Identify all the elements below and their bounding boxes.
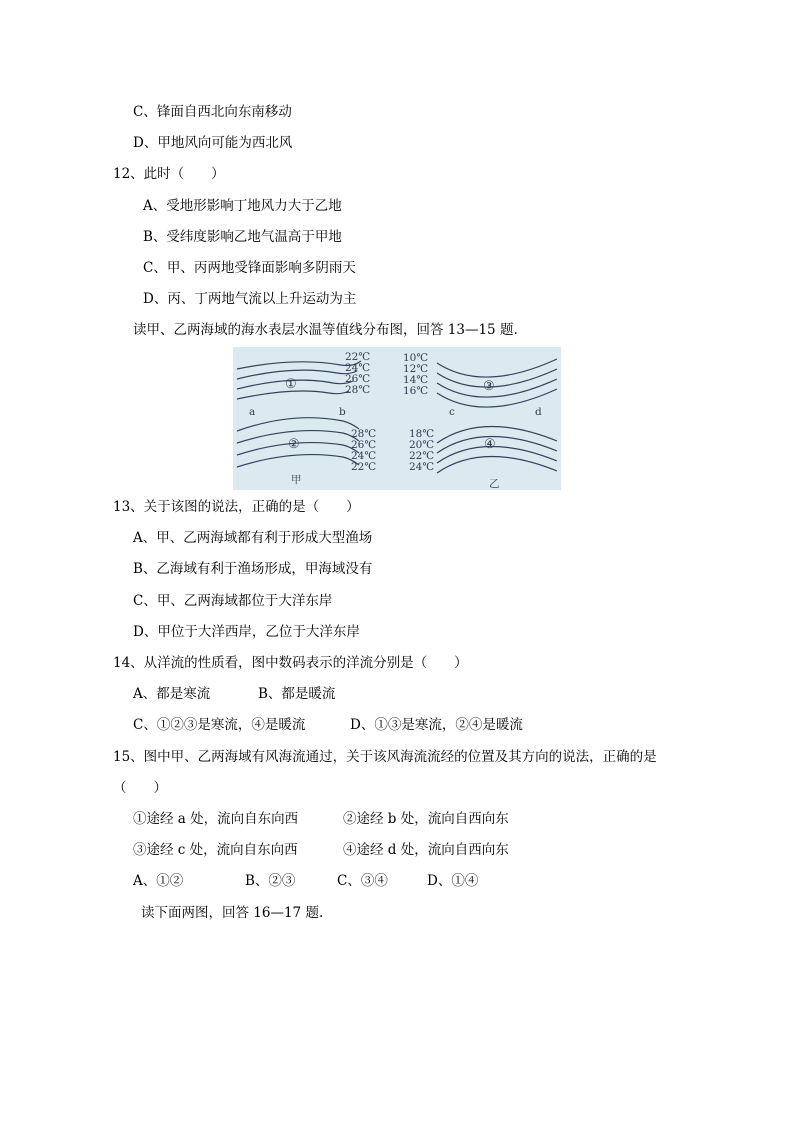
temp-label: 14℃ xyxy=(403,374,429,386)
q15-option-c: C、③④ xyxy=(337,873,388,889)
q13-option-a: A、甲、乙两海域都有利于形成大型渔场 xyxy=(133,530,373,546)
q13-option-c: C、甲、乙两海域都位于大洋东岸 xyxy=(133,593,333,609)
temp-label: 16℃ xyxy=(403,385,429,397)
intro-16-17: 读下面两图，回答 16—17 题. xyxy=(141,905,324,921)
q13-stem: 13、关于该图的说法，正确的是（ ） xyxy=(113,499,360,515)
q15-statement-3: ③途经 c 处，流向自东向西 xyxy=(133,842,298,858)
q11-option-c: C、锋面自西北向东南移动 xyxy=(133,104,292,120)
q14-option-c: C、①②③是寒流，④是暖流 xyxy=(133,717,306,733)
intro-13-15: 读甲、乙两海域的海水表层水温等值线分布图，回答 13—15 题. xyxy=(133,322,518,338)
q12-option-c: C、甲、丙两地受锋面影响多阴雨天 xyxy=(143,260,356,276)
current-marker-4: ④ xyxy=(484,437,496,452)
point-c: c xyxy=(449,406,455,418)
q12-stem: 12、此时（ ） xyxy=(113,166,225,182)
region-label-jia: 甲 xyxy=(291,474,302,486)
q13-option-b: B、乙海域有利于渔场形成，甲海域没有 xyxy=(133,561,373,577)
temp-label: 22℃ xyxy=(345,351,371,363)
isotherm-line xyxy=(237,391,349,399)
current-marker-3: ③ xyxy=(483,379,495,394)
q14-option-a: A、都是寒流 xyxy=(133,686,211,702)
point-d: d xyxy=(535,406,542,418)
q15-paren: （ ） xyxy=(113,780,167,796)
q14-stem: 14、从洋流的性质看，图中数码表示的洋流分别是（ ） xyxy=(113,655,468,671)
temp-label: 10℃ xyxy=(403,352,429,364)
q15-statement-4: ④途经 d 处，流向自西向东 xyxy=(343,842,509,858)
temp-label: 20℃ xyxy=(409,439,435,451)
temp-label: 28℃ xyxy=(345,384,371,396)
isotherm-line xyxy=(237,455,359,467)
temp-label: 24℃ xyxy=(351,450,377,462)
q15-option-b: B、②③ xyxy=(245,873,296,889)
q14-option-b: B、都是暖流 xyxy=(258,686,336,702)
q12-option-a: A、受地形影响丁地风力大于乙地 xyxy=(143,198,342,214)
q12-option-b: B、受纬度影响乙地气温高于甲地 xyxy=(143,229,342,245)
temp-label: 18℃ xyxy=(409,428,435,440)
current-marker-1: ① xyxy=(285,377,297,392)
isotherm-line xyxy=(437,456,557,473)
temp-label: 26℃ xyxy=(345,373,371,385)
isotherm-line xyxy=(437,436,557,453)
isotherm-line xyxy=(437,359,557,377)
isotherm-line xyxy=(237,418,359,431)
temp-label: 22℃ xyxy=(409,450,435,462)
q12-option-d: D、丙、丁两地气流以上升运动为主 xyxy=(143,291,357,307)
q15-statement-2: ②途经 b 处，流向自西向东 xyxy=(343,811,509,827)
point-a: a xyxy=(249,406,256,418)
isotherm-line xyxy=(437,426,557,443)
isotherm-line xyxy=(237,370,357,379)
temp-label: 28℃ xyxy=(351,428,377,440)
q15-stem: 15、图中甲、乙两海域有风海流通过，关于该风海流流经的位置及其方向的说法，正确的是 xyxy=(113,749,657,765)
temp-label: 12℃ xyxy=(403,363,429,375)
region-label-yi: 乙 xyxy=(489,478,500,490)
temp-label: 24℃ xyxy=(409,461,435,473)
isotherm-line xyxy=(237,361,361,369)
current-marker-2: ② xyxy=(288,437,300,452)
q15-statement-1: ①途经 a 处，流向自东向西 xyxy=(133,811,299,827)
temp-label: 24℃ xyxy=(345,362,371,374)
isotherm-line xyxy=(437,446,557,463)
q14-option-d: D、①③是寒流，②④是暖流 xyxy=(350,717,523,733)
q11-option-d: D、甲地风向可能为西北风 xyxy=(133,135,293,151)
temp-label: 26℃ xyxy=(351,439,377,451)
isotherm-figure xyxy=(233,347,561,490)
q15-option-a: A、①② xyxy=(133,873,184,889)
point-b: b xyxy=(339,406,346,418)
isotherm-map xyxy=(233,347,561,490)
q15-option-d: D、①④ xyxy=(427,873,479,889)
q13-option-d: D、甲位于大洋西岸，乙位于大洋东岸 xyxy=(133,624,360,640)
temp-label: 22℃ xyxy=(351,461,377,473)
